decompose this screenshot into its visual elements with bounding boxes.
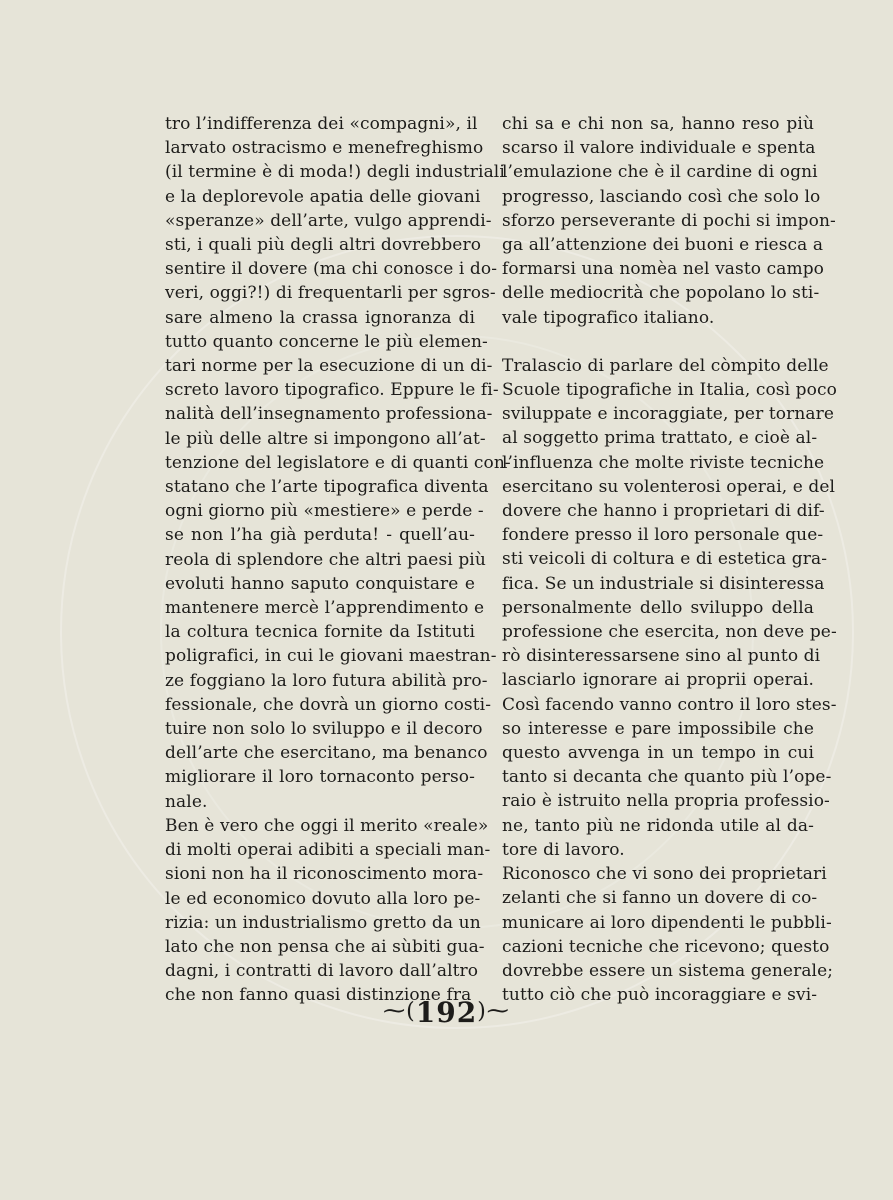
text-line: fica. Se un industriale si disinteressa (502, 573, 825, 594)
text-line: sforzo perseverante di pochi si impon- (502, 210, 836, 231)
text-line: poligrafici, in cui le giovani maestran- (165, 646, 497, 667)
right-paragraph-1 (502, 112, 836, 330)
text-line: sentire il dovere (ma chi conosce i do- (165, 259, 498, 280)
text-line: sviluppate e incoraggiate, per tornare (502, 404, 834, 425)
text-line: ne, tanto più ne ridonda utile al da- (502, 815, 814, 836)
text-line: sioni non ha il riconoscimento mora- (165, 864, 484, 885)
text-line: lato che non pensa che ai sùbiti gua- (165, 936, 485, 957)
text-line: personalmente dello sviluppo della (502, 597, 814, 618)
text-line: statano che l’arte tipografica diventa (165, 477, 489, 498)
text-line: al soggetto prima trattato, e cioè al- (502, 428, 818, 449)
folio-ornament-right: )⁓ (477, 999, 510, 1024)
text-line: tuire non solo lo sviluppo e il decoro (165, 719, 483, 740)
text-line: evoluti hanno saputo conquistare e (165, 573, 475, 594)
text-line: ogni giorno più «mestiere» e perde - (165, 501, 484, 522)
text-line: lasciarlo ignorare ai proprii operai. (502, 670, 814, 691)
text-line: fessionale, che dovrà un giorno costi- (165, 694, 492, 715)
text-line: vale tipografico italiano. (502, 307, 715, 328)
page-number: 192 (415, 996, 478, 1029)
text-line: dell’arte che esercitano, ma benanco (165, 743, 488, 764)
text-line: nale. (165, 791, 208, 812)
text-line: zelanti che si fanno un dovere di co- (502, 888, 818, 909)
text-line: Scuole tipografiche in Italia, così poco (502, 380, 837, 401)
text-line: le più delle altre si impongono all’at- (165, 428, 486, 449)
text-line: dagni, i contratti di lavoro dall’altro (165, 961, 479, 982)
text-line: di molti operai adibiti a speciali man- (165, 840, 491, 861)
text-line: mantenere mercè l’apprendimento e (165, 598, 485, 619)
text-line: Così facendo vanno contro il loro stes- (502, 694, 837, 715)
text-line: sare almeno la crassa ignoranza di (165, 307, 475, 328)
right-column (502, 112, 837, 1007)
left-column (165, 112, 511, 1008)
text-line: delle mediocrità che popolano lo sti- (502, 283, 820, 304)
text-line: Riconosco che vi sono dei proprietari (502, 864, 827, 885)
text-line: nalità dell’insegnamento professiona- (165, 404, 493, 425)
text-line: questo avvenga in un tempo in cui (502, 743, 814, 764)
text-line: ga all’attenzione dei buoni e riesca a (502, 235, 824, 256)
text-line: reola di splendore che altri paesi più (165, 549, 486, 570)
text-line: tutto ciò che può incoraggiare e svi- (502, 985, 818, 1006)
text-line: professione che esercita, non deve pe- (502, 622, 837, 643)
text-line: l’influenza che molte riviste tecniche (502, 452, 825, 473)
text-line: so interesse e pare impossibile che (502, 718, 814, 739)
text-line: scarso il valore individuale e spenta (502, 138, 816, 159)
text-line: formarsi una nomèa nel vasto campo (502, 259, 825, 280)
text-line: se non l’ha già perduta! - quell’au- (165, 525, 475, 546)
text-line: tari norme per la esecuzione di un di- (165, 356, 493, 377)
text-line: esercitano su volenterosi operai, e del (502, 476, 836, 497)
text-line: «speranze» dell’arte, vulgo apprendi- (165, 210, 492, 231)
text-line: rò disinteressarsene sino al punto di (502, 646, 821, 667)
text-line: ze foggiano la loro futura abilità pro- (165, 670, 488, 691)
text-line: le ed economico dovuto alla loro pe- (165, 888, 481, 909)
text-line: larvato ostracismo e menefreghismo (165, 138, 484, 159)
text-line: rizia: un industrialismo gretto da un (165, 912, 481, 933)
text-line: tenzione del legislatore e di quanti con- (165, 452, 511, 473)
text-line: tore di lavoro. (502, 839, 625, 860)
text-line: sti veicoli di coltura e di estetica gra- (502, 549, 828, 570)
folio-ornament-left: ⁓( (383, 999, 416, 1024)
right-paragraph-2 (502, 354, 837, 1007)
text-line: migliorare il loro tornaconto perso- (165, 767, 475, 788)
page-number-folio (0, 996, 893, 1029)
text-line: screto lavoro tipografico. Eppure le fi- (165, 380, 499, 401)
text-line: Ben è vero che oggi il merito «reale» (165, 815, 489, 836)
text-line: tanto si decanta che quanto più l’ope- (502, 767, 832, 788)
paragraph-gap (502, 330, 814, 354)
text-line: cazioni tecniche che ricevono; questo (502, 936, 830, 957)
text-line: l’emulazione che è il cardine di ogni (502, 162, 818, 183)
text-line: fondere presso il loro personale que- (502, 525, 824, 546)
text-line: Tralascio di parlare del còmpito delle (502, 355, 829, 376)
text-line: chi sa e chi non sa, hanno reso più (502, 114, 814, 134)
text-line: la coltura tecnica fornite da Istituti (165, 622, 475, 643)
text-line: e la deplorevole apatia delle giovani (165, 186, 481, 207)
text-line: veri, oggi?!) di frequentarli per sgros- (165, 283, 496, 304)
text-line: dovere che hanno i proprietari di dif- (502, 501, 825, 522)
text-line: tro l’indifferenza dei «compagni», il (165, 114, 478, 134)
text-line: progresso, lasciando così che solo lo (502, 186, 821, 207)
text-line: dovrebbe essere un sistema generale; (502, 960, 834, 981)
text-line: raio è istruito nella propria professio- (502, 791, 830, 812)
text-line: sti, i quali più degli altri dovrebbero (165, 235, 482, 256)
text-line: tutto quanto concerne le più elemen- (165, 331, 488, 352)
text-line: municare ai loro dipendenti le pubbli- (502, 912, 832, 933)
text-line: che non fanno quasi distinzione fra (165, 985, 472, 1006)
text-line: (il termine è di moda!) degli industriali (165, 162, 505, 183)
